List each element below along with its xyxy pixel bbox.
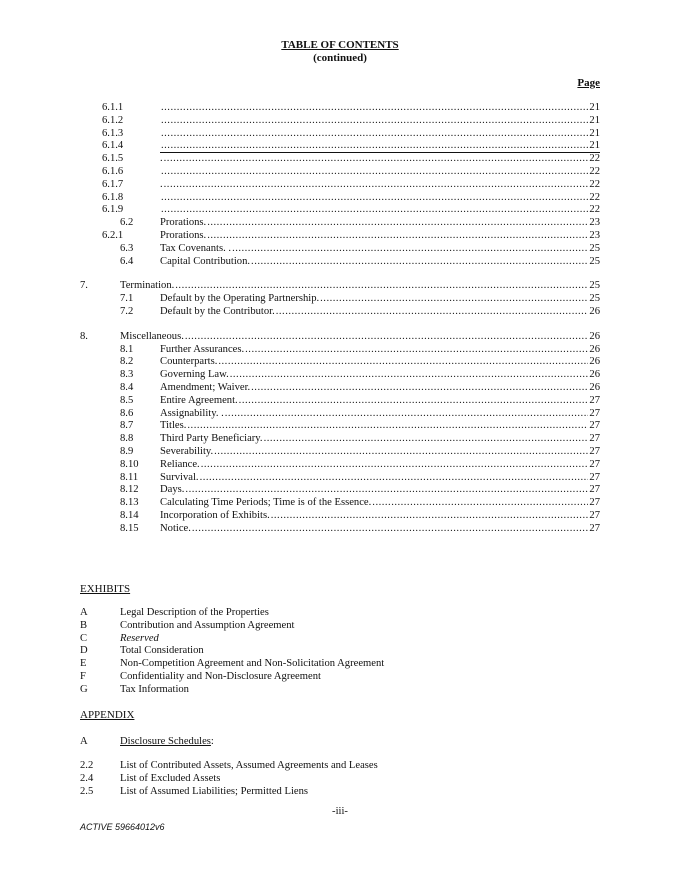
toc-entry-number: 6.4 bbox=[120, 255, 134, 267]
toc-entry-title: Third Party Beneficiary. bbox=[160, 433, 263, 445]
exhibit-title: Reserved bbox=[120, 632, 159, 644]
exhibit-letter: F bbox=[80, 671, 86, 682]
toc-entry[interactable] bbox=[0, 191, 680, 204]
toc-dot-leader bbox=[225, 407, 589, 420]
toc-entry-leader bbox=[160, 432, 600, 445]
toc-entry[interactable] bbox=[0, 458, 680, 471]
toc-entry-title: Notice. bbox=[160, 522, 191, 534]
toc-entry-title: Tax Covenants. . bbox=[160, 242, 232, 254]
toc-entry-leader bbox=[160, 458, 600, 471]
toc-entry-leader bbox=[160, 355, 600, 368]
toc-entry-leader bbox=[160, 114, 600, 127]
exhibit-title: Confidentiality and Non-Disclosure Agreement bbox=[120, 671, 321, 682]
toc-entry-title: Survival. bbox=[160, 471, 199, 483]
toc-entry-title: Further Assurances. bbox=[160, 343, 245, 355]
toc-entry-page: 27 bbox=[589, 471, 600, 483]
toc-entry-page: 26 bbox=[589, 356, 600, 368]
toc-entry[interactable] bbox=[0, 165, 680, 178]
toc-entry-number: 6.1.5 bbox=[102, 153, 124, 165]
toc-dot-leader bbox=[187, 419, 588, 432]
exhibit-letter: A bbox=[80, 607, 88, 618]
toc-entry-number: 7.1 bbox=[120, 293, 134, 305]
toc-entry-title: Termination. bbox=[120, 280, 175, 292]
toc-dot-leader bbox=[164, 152, 589, 165]
toc-entry-number: 6.1.7 bbox=[102, 178, 124, 190]
toc-entry[interactable] bbox=[0, 496, 680, 509]
appendix-schedule-title-wrap bbox=[120, 735, 214, 748]
toc-entry-page: 21 bbox=[589, 127, 600, 139]
toc-entry-title: Titles. bbox=[160, 420, 187, 432]
page-title: TABLE OF CONTENTS bbox=[281, 39, 399, 51]
toc-entry-page: 27 bbox=[589, 510, 600, 521]
exhibit-title: Total Consideration bbox=[120, 645, 204, 657]
toc-entry-number: 7. bbox=[80, 280, 88, 292]
toc-entry-number: 8.13 bbox=[120, 497, 139, 509]
exhibit-item[interactable] bbox=[80, 657, 600, 670]
toc-entry-number: 6.1.1 bbox=[102, 102, 124, 113]
toc-entry-page: 22 bbox=[589, 153, 600, 165]
toc-dot-leader bbox=[164, 178, 589, 191]
toc-entry-page: 23 bbox=[589, 217, 600, 229]
toc-entry-leader bbox=[160, 216, 600, 229]
toc-entry-page: 21 bbox=[589, 140, 600, 152]
toc-entry[interactable] bbox=[0, 522, 680, 535]
toc-entry-title: Default by the Operating Partnership. bbox=[160, 293, 320, 305]
toc-entry-page: 26 bbox=[589, 382, 600, 393]
toc-entry-number: 8.5 bbox=[120, 394, 134, 406]
toc-entry-leader bbox=[120, 330, 600, 343]
toc-entry[interactable] bbox=[0, 242, 680, 255]
toc-entry-leader bbox=[160, 165, 600, 178]
toc-entry-leader bbox=[160, 471, 600, 484]
toc-dot-leader bbox=[230, 368, 589, 381]
document-id: ACTIVE 59664012v6 bbox=[80, 822, 165, 832]
exhibit-title: Legal Description of the Properties bbox=[120, 607, 269, 618]
toc-dot-leader bbox=[251, 255, 588, 268]
toc-entry-number: 8.2 bbox=[120, 356, 134, 368]
appendix-item[interactable] bbox=[80, 772, 600, 785]
toc-entry-number: 6.3 bbox=[120, 242, 134, 254]
exhibit-title: Non-Competition Agreement and Non-Solicitation Agreement bbox=[120, 658, 385, 670]
toc-entry-page: 25 bbox=[589, 255, 600, 267]
toc-dot-leader bbox=[218, 355, 588, 368]
exhibit-item[interactable] bbox=[80, 619, 600, 632]
appendix-item[interactable] bbox=[80, 759, 600, 772]
toc-entry-title: Severability. bbox=[160, 446, 214, 457]
toc-entry-page: 27 bbox=[589, 458, 600, 470]
appendix-item-number: 2.5 bbox=[80, 785, 94, 797]
toc-dot-leader bbox=[161, 101, 588, 114]
toc-entry-number: 8.3 bbox=[120, 369, 134, 381]
toc-dot-leader bbox=[192, 522, 589, 535]
toc-entry-title: Assignability. . bbox=[160, 407, 224, 419]
exhibit-title: Contribution and Assumption Agreement bbox=[120, 619, 295, 631]
exhibit-letter: D bbox=[80, 645, 88, 657]
toc-dot-leader bbox=[200, 471, 589, 484]
toc-entry[interactable] bbox=[0, 279, 680, 292]
toc-entry[interactable] bbox=[0, 255, 680, 268]
toc-entry-page: 26 bbox=[589, 306, 600, 317]
toc-entry-number: 6.1.4 bbox=[102, 140, 124, 152]
toc-dot-leader bbox=[207, 216, 588, 229]
toc-entry-number: 8. bbox=[80, 330, 88, 342]
toc-entry-title: Capital Contribution. bbox=[160, 255, 251, 267]
toc-title-block bbox=[0, 39, 680, 65]
toc-entry-page: 27 bbox=[589, 407, 600, 419]
toc-entry-page: 23 bbox=[589, 230, 600, 241]
toc-entry-number: 8.14 bbox=[120, 510, 139, 521]
toc-dot-leader bbox=[201, 458, 589, 471]
toc-entry-number: 8.9 bbox=[120, 446, 134, 457]
toc-entry-leader bbox=[160, 381, 600, 394]
exhibit-title: Tax Information bbox=[120, 683, 189, 695]
toc-entry-leader bbox=[160, 292, 600, 305]
toc-entry[interactable] bbox=[0, 101, 680, 114]
exhibit-letter: G bbox=[80, 683, 88, 695]
toc-entry[interactable] bbox=[0, 229, 680, 242]
toc-entry-leader bbox=[160, 242, 600, 255]
toc-entry[interactable] bbox=[0, 178, 680, 191]
toc-entry-leader bbox=[160, 191, 600, 204]
toc-entry-page: 26 bbox=[589, 369, 600, 381]
toc-entry-leader bbox=[160, 496, 600, 509]
toc-entry-page: 27 bbox=[589, 394, 600, 406]
toc-entry-number: 8.12 bbox=[120, 484, 139, 496]
toc-entry-page: 25 bbox=[589, 242, 600, 254]
toc-entry-leader bbox=[160, 394, 600, 407]
toc-entry[interactable] bbox=[0, 152, 680, 165]
toc-entry-leader bbox=[160, 203, 600, 216]
toc-entry[interactable] bbox=[0, 305, 680, 318]
appendix-schedule-letter: A bbox=[80, 736, 88, 747]
toc-entry-number: 8.11 bbox=[120, 471, 139, 483]
toc-dot-leader bbox=[239, 394, 589, 407]
toc-entry-page: 25 bbox=[589, 293, 600, 305]
toc-dot-leader bbox=[372, 496, 588, 509]
appendix-schedule bbox=[80, 735, 600, 748]
toc-entry[interactable] bbox=[0, 381, 680, 394]
toc-entry[interactable] bbox=[0, 292, 680, 305]
toc-entry[interactable] bbox=[0, 394, 680, 407]
toc-entry-number: 6.1.6 bbox=[102, 166, 124, 177]
toc-entry[interactable] bbox=[0, 471, 680, 484]
toc-entry-page: 22 bbox=[589, 166, 600, 177]
toc-entry-title: Reliance. bbox=[160, 458, 200, 470]
toc-dot-leader bbox=[264, 432, 589, 445]
toc-entry-number: 6.1.2 bbox=[102, 114, 124, 126]
appendix-heading: APPENDIX bbox=[80, 709, 135, 721]
toc-entry-leader bbox=[160, 419, 600, 432]
toc-entry-title: Miscellaneous. bbox=[120, 330, 184, 342]
exhibit-item[interactable] bbox=[80, 670, 600, 683]
toc-entry-number: 6.2.1 bbox=[102, 230, 124, 241]
exhibit-item[interactable] bbox=[80, 606, 600, 619]
toc-entry[interactable] bbox=[0, 407, 680, 420]
toc-entry-page: 27 bbox=[589, 522, 600, 534]
appendix-item-number: 2.2 bbox=[80, 760, 94, 771]
toc-dot-leader bbox=[245, 343, 588, 356]
toc-dot-leader bbox=[185, 483, 588, 496]
toc-entry-number: 7.2 bbox=[120, 306, 134, 317]
toc-entry-title: Counterparts. bbox=[160, 356, 218, 368]
toc-entry-page: 21 bbox=[589, 114, 600, 126]
toc-entry[interactable] bbox=[0, 445, 680, 458]
toc-entry[interactable] bbox=[0, 216, 680, 229]
toc-entry-leader bbox=[120, 279, 600, 292]
page-column-heading: Page bbox=[577, 77, 600, 89]
toc-entry-page: 22 bbox=[589, 178, 600, 190]
exhibit-item[interactable] bbox=[80, 644, 600, 657]
toc-entry-number: 6.2 bbox=[120, 217, 134, 229]
toc-entry-page: 26 bbox=[589, 330, 600, 342]
toc-entry-page: 27 bbox=[589, 497, 600, 509]
toc-entry-leader bbox=[160, 445, 600, 458]
exhibit-item[interactable] bbox=[80, 683, 600, 696]
toc-entry-title: Amendment; Waiver. bbox=[160, 382, 251, 393]
toc-entry-page: 22 bbox=[589, 204, 600, 216]
toc-dot-leader bbox=[161, 203, 588, 216]
appendix-item-number: 2.4 bbox=[80, 772, 94, 784]
toc-entry-leader bbox=[160, 368, 600, 381]
appendix-schedule-colon: : bbox=[210, 736, 214, 747]
toc-entry-leader bbox=[160, 522, 600, 535]
toc-entry-page: 27 bbox=[589, 446, 600, 457]
toc-dot-leader bbox=[175, 279, 588, 292]
toc-entry-page: 27 bbox=[589, 433, 600, 445]
toc-dot-leader bbox=[232, 242, 588, 255]
toc-entry-title: . bbox=[160, 178, 163, 190]
toc-dot-leader bbox=[161, 139, 588, 152]
toc-entry[interactable] bbox=[0, 483, 680, 496]
toc-entry-page: 21 bbox=[589, 102, 600, 113]
toc-entry-title: Prorations. bbox=[160, 217, 207, 229]
toc-entry-leader bbox=[160, 178, 600, 191]
toc-entry-leader bbox=[160, 255, 600, 268]
toc-entry-title: Incorporation of Exhibits. bbox=[160, 510, 270, 521]
toc-dot-leader bbox=[214, 445, 588, 458]
toc-entry-title: Entire Agreement. bbox=[160, 394, 238, 406]
appendix-schedule-title: Disclosure Schedules bbox=[120, 736, 211, 747]
toc-entry[interactable] bbox=[0, 509, 680, 522]
toc-dot-leader bbox=[251, 381, 588, 394]
toc-dot-leader bbox=[161, 191, 588, 204]
appendix-item-title: List of Contributed Assets, Assumed Agreements and Leases bbox=[120, 760, 378, 771]
exhibit-letter: B bbox=[80, 619, 88, 631]
toc-entry-title: Default by the Contributor. bbox=[160, 306, 275, 317]
toc-entry-title: Prorations. bbox=[160, 230, 207, 241]
toc-entry[interactable] bbox=[0, 368, 680, 381]
toc-entry-leader bbox=[160, 483, 600, 496]
toc-entry-number: 8.4 bbox=[120, 382, 134, 393]
toc-entry[interactable] bbox=[0, 419, 680, 432]
toc-entry-leader bbox=[160, 305, 600, 318]
page-number: -iii- bbox=[332, 806, 348, 817]
toc-dot-leader bbox=[161, 127, 588, 140]
toc-entry-page: 27 bbox=[589, 420, 600, 432]
toc-entry-leader bbox=[160, 127, 600, 140]
toc-entry-leader bbox=[160, 152, 600, 165]
appendix-item-title: List of Excluded Assets bbox=[120, 772, 221, 784]
toc-entry[interactable] bbox=[0, 139, 680, 152]
toc-dot-leader bbox=[161, 114, 588, 127]
toc-entry-number: 8.7 bbox=[120, 420, 134, 432]
toc-entry[interactable] bbox=[0, 343, 680, 356]
page-subtitle: (continued) bbox=[313, 52, 367, 64]
toc-entry[interactable] bbox=[0, 114, 680, 127]
toc-entry-title: Calculating Time Periods; Time is of the Essence. bbox=[160, 497, 372, 509]
toc-entry-page: 26 bbox=[589, 343, 600, 355]
toc-entry[interactable] bbox=[0, 203, 680, 216]
appendix-item-title: List of Assumed Liabilities; Permitted Liens bbox=[120, 785, 309, 797]
toc-entry-number: 6.1.8 bbox=[102, 191, 124, 203]
toc-entry-number: 8.8 bbox=[120, 433, 134, 445]
toc-entry-page: 22 bbox=[589, 191, 600, 203]
toc-dot-leader bbox=[161, 165, 588, 178]
toc-entry-leader bbox=[160, 509, 600, 522]
toc-entry-leader bbox=[160, 101, 600, 114]
toc-entry[interactable] bbox=[0, 355, 680, 368]
toc-entry-number: 8.15 bbox=[120, 522, 139, 534]
toc-entry[interactable] bbox=[0, 330, 680, 343]
exhibit-letter: C bbox=[80, 632, 88, 644]
toc-entry-page: 25 bbox=[589, 280, 600, 292]
toc-entry[interactable] bbox=[0, 127, 680, 140]
toc-dot-leader bbox=[185, 330, 589, 343]
toc-dot-leader bbox=[276, 305, 589, 318]
toc-entry-title: Governing Law. bbox=[160, 369, 229, 381]
toc-entry-leader bbox=[160, 407, 600, 420]
toc-entry-page: 27 bbox=[589, 484, 600, 496]
toc-entry-number: 8.6 bbox=[120, 407, 134, 419]
exhibit-item[interactable] bbox=[80, 632, 600, 645]
toc-entry-leader bbox=[160, 229, 600, 242]
toc-entry-number: 6.1.3 bbox=[102, 127, 124, 139]
toc-entry-title: Days. bbox=[160, 484, 185, 496]
toc-entry-number: 6.1.9 bbox=[102, 204, 124, 216]
toc-entry[interactable] bbox=[0, 432, 680, 445]
toc-dot-leader bbox=[271, 509, 589, 522]
exhibit-letter: E bbox=[80, 658, 87, 670]
toc-dot-leader bbox=[320, 292, 588, 305]
toc-entry-leader bbox=[160, 343, 600, 356]
toc-entry-number: 8.10 bbox=[120, 458, 139, 470]
toc-dot-leader bbox=[207, 229, 588, 242]
exhibits-heading: EXHIBITS bbox=[80, 583, 131, 595]
appendix-item[interactable] bbox=[80, 785, 600, 798]
toc-entry-title: . bbox=[160, 153, 163, 165]
toc-entry-number: 8.1 bbox=[120, 343, 134, 355]
